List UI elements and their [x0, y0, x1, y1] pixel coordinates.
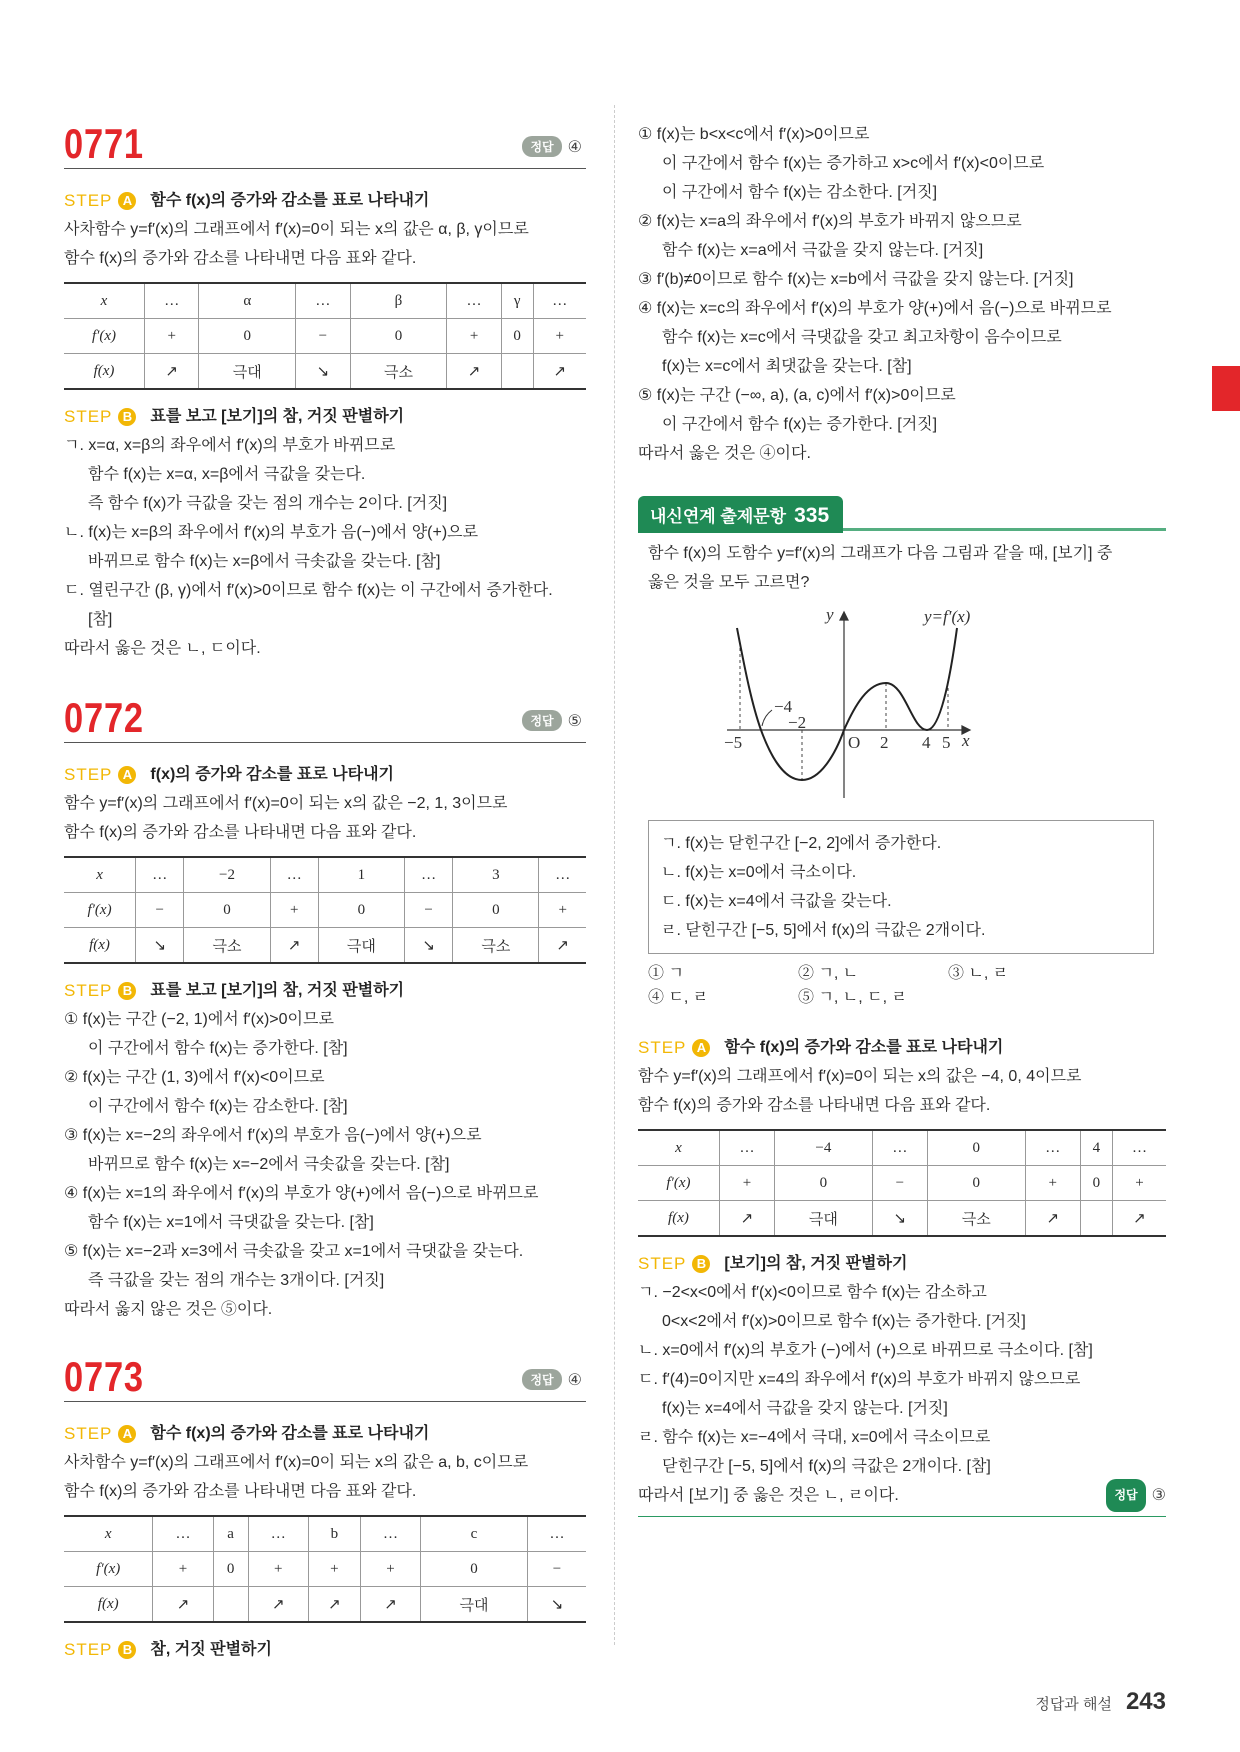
tick-label-2: 2 — [880, 733, 889, 752]
linked-solution — [638, 1002, 1166, 1517]
solution-line: ㄴ. f(x)는 x=β의 좌우에서 f′(x)의 부호가 음(−)에서 양(+)으로 — [64, 524, 479, 541]
bogi-item: ㄹ. 닫힌구간 [−5, 5]에서 f(x)의 극값은 2개이다. — [661, 922, 986, 939]
page-number: 243 — [1125, 1688, 1166, 1715]
table-cell: −4 — [774, 1130, 872, 1166]
table-cell: 극소 — [453, 928, 539, 964]
table-cell: f′(x) — [64, 319, 144, 354]
solution-line: 함수 f(x)는 x=c에서 극댓값을 갖고 최고차항이 음수이므로 — [662, 329, 1062, 346]
table-cell: 극소 — [350, 354, 447, 390]
table-cell: 0 — [199, 319, 296, 354]
table-cell: … — [533, 283, 586, 319]
variation-table — [638, 1129, 1166, 1237]
table-cell: … — [1112, 1130, 1166, 1166]
table-cell: 0 — [318, 893, 404, 928]
table-cell: 0 — [184, 893, 270, 928]
table-cell: α — [199, 283, 296, 319]
table-cell: 0 — [453, 893, 539, 928]
problem-number: 0771 — [64, 120, 144, 167]
step-word: STEP — [64, 407, 113, 426]
solution-line: ㄷ. f′(4)=0이지만 x=4의 좌우에서 f′(x)의 부호가 바뀌지 않으므로 — [638, 1371, 1081, 1388]
x-axis-label: x — [962, 731, 970, 750]
text-line: 사차함수 y=f′(x)의 그래프에서 f′(x)=0이 되는 x의 값은 a, b, c이므로 — [64, 1454, 529, 1471]
page-footer — [1035, 1688, 1166, 1716]
solution-line: ④ f(x)는 x=1의 좌우에서 f′(x)의 부호가 양(+)에서 음(−)으로 바뀌므로 — [64, 1185, 539, 1202]
step-letter-badge: B — [118, 1641, 136, 1659]
solution-line: [참] — [88, 611, 113, 628]
table-cell: + — [308, 1552, 360, 1587]
table-cell: −2 — [184, 857, 270, 893]
text-line: 함수 f(x)의 증가와 감소를 나타내면 다음 표와 같다. — [64, 1483, 417, 1500]
table-cell: 0 — [421, 1552, 528, 1587]
table-cell: ↗ — [248, 1587, 308, 1623]
table-cell: … — [248, 1516, 308, 1552]
table-cell: + — [153, 1552, 213, 1587]
answer-badge — [1106, 1481, 1166, 1510]
table-cell: + — [1025, 1166, 1080, 1201]
text-line: 사차함수 y=f′(x)의 그래프에서 f′(x)=0이 되는 x의 값은 α, β, γ이므로 — [64, 221, 529, 238]
table-cell: ↘ — [872, 1201, 927, 1237]
bogi-item: ㄱ. f(x)는 닫힌구간 [−2, 2]에서 증가한다. — [661, 835, 942, 852]
table-cell: … — [296, 283, 350, 319]
table-cell: … — [136, 857, 184, 893]
solution-line: ㄹ. 함수 f(x)는 x=−4에서 극대, x=0에서 극소이므로 — [638, 1429, 991, 1446]
table-cell: 극대 — [774, 1201, 872, 1237]
solution-line: 이 구간에서 함수 f(x)는 감소한다. [참] — [88, 1098, 348, 1115]
curve-label: y=f′(x) — [924, 607, 971, 626]
solution-line: f(x)는 x=c에서 최댓값을 갖는다. [참] — [662, 358, 912, 375]
solution-line: ① f(x)는 b<x<c에서 f′(x)>0이므로 — [638, 126, 870, 143]
table-cell: 1 — [318, 857, 404, 893]
table-cell: 4 — [1080, 1130, 1112, 1166]
step-word: STEP — [64, 1424, 113, 1443]
bogi-item: ㄷ. f(x)는 x=4에서 극값을 갖는다. — [661, 893, 892, 910]
table-cell: f(x) — [64, 354, 144, 390]
solution-line: 이 구간에서 함수 f(x)는 감소한다. [거짓] — [662, 184, 938, 201]
table-cell: x — [104, 1525, 112, 1542]
y-axis-label: y — [826, 605, 834, 624]
solution-line: 닫힌구간 [−5, 5]에서 f(x)의 극값은 2개이다. [참] — [662, 1458, 991, 1475]
step-word: STEP — [638, 1254, 687, 1273]
tick-label-4: 4 — [922, 733, 931, 752]
table-cell: ↗ — [719, 1201, 774, 1237]
derivative-curve — [737, 628, 957, 780]
leader-line — [762, 710, 772, 726]
answer-choice[interactable]: ④ ㄷ, ㄹ — [648, 989, 709, 1006]
tick-label-minus2: −2 — [788, 713, 807, 732]
conclusion-row — [638, 1481, 1166, 1517]
table-cell: 0 — [774, 1166, 872, 1201]
table-cell: … — [719, 1130, 774, 1166]
table-cell: + — [447, 319, 501, 354]
answer-pill: 정답 — [1106, 1479, 1145, 1512]
solution-line: ① f(x)는 구간 (−2, 1)에서 f′(x)>0이므로 — [64, 1011, 334, 1028]
table-cell: c — [421, 1516, 528, 1552]
bogi-box-wrap — [638, 820, 1166, 1010]
step-letter-badge: B — [118, 408, 136, 426]
solution-line: ⑤ f(x)는 x=−2과 x=3에서 극솟값을 갖고 x=1에서 극댓값을 갖는다. — [64, 1243, 524, 1260]
answer-value: ③ — [1151, 1487, 1166, 1504]
table-cell: ↗ — [447, 354, 501, 390]
step-word: STEP — [64, 981, 113, 1000]
answer-value: ⑤ — [567, 712, 582, 730]
step-title: 함수 f(x)의 증가와 감소를 표로 나타내기 — [724, 1039, 1004, 1056]
table-row — [638, 1166, 1166, 1201]
text-line: 함수 y=f′(x)의 그래프에서 f′(x)=0이 되는 x의 값은 −2, 1, 3이므로 — [64, 795, 508, 812]
step-title: f(x)의 증가와 감소를 표로 나타내기 — [150, 766, 394, 783]
table-cell: … — [270, 857, 318, 893]
table-cell: f′(x) — [638, 1166, 719, 1201]
table-cell: … — [447, 283, 501, 319]
bogi-box — [648, 820, 1154, 954]
table-row — [638, 1201, 1166, 1237]
step-letter-badge: A — [692, 1039, 710, 1057]
table-cell: f(x) — [638, 1201, 719, 1237]
table-cell: f′(x) — [64, 1552, 153, 1587]
table-cell: 0 — [501, 319, 533, 354]
step-heading — [638, 1033, 1166, 1062]
solution-line: ④ f(x)는 x=c의 좌우에서 f′(x)의 부호가 양(+)에서 음(−)으로 바뀌므로 — [638, 300, 1112, 317]
answer-choice[interactable]: ② ㄱ, ㄴ — [798, 965, 859, 982]
table-cell: … — [872, 1130, 927, 1166]
answer-choice[interactable]: ⑤ ㄱ, ㄴ, ㄷ, ㄹ — [798, 989, 907, 1006]
table-cell: ↗ — [144, 354, 198, 390]
table-cell: ↗ — [308, 1587, 360, 1623]
step-title: 함수 f(x)의 증가와 감소를 표로 나타내기 — [150, 1425, 430, 1442]
table-cell: − — [404, 893, 452, 928]
table-cell: 0 — [350, 319, 447, 354]
table-cell: 극소 — [184, 928, 270, 964]
table-cell: − — [136, 893, 184, 928]
table-cell: + — [533, 319, 586, 354]
table-cell: − — [872, 1166, 927, 1201]
conclusion: 따라서 옳은 것은 ④이다. — [638, 445, 811, 462]
table-cell: 3 — [453, 857, 539, 893]
table-cell: β — [350, 283, 447, 319]
table-cell: a — [213, 1516, 248, 1552]
solution-line: 함수 f(x)는 x=1에서 극댓값을 갖는다. [참] — [88, 1214, 374, 1231]
conclusion: 따라서 옳지 않은 것은 ⑤이다. — [64, 1301, 273, 1318]
table-cell: ↘ — [404, 928, 452, 964]
table-cell: 0 — [927, 1130, 1025, 1166]
table-cell: + — [270, 893, 318, 928]
text-line: 함수 y=f′(x)의 그래프에서 f′(x)=0이 되는 x의 값은 −4, 0, 4이므로 — [638, 1068, 1082, 1085]
text-line: 함수 f(x)의 증가와 감소를 나타내면 다음 표와 같다. — [638, 1097, 991, 1114]
table-cell: … — [1025, 1130, 1080, 1166]
table-cell: ↗ — [360, 1587, 420, 1623]
solution-line: 바뀌므로 함수 f(x)는 x=−2에서 극솟값을 갖는다. [참] — [88, 1156, 450, 1173]
answer-pill: 정답 — [522, 136, 561, 157]
table-cell: 극대 — [421, 1587, 528, 1623]
table-cell: f(x) — [64, 1587, 153, 1623]
table-cell: … — [527, 1516, 586, 1552]
tick-label-5: 5 — [942, 733, 951, 752]
table-cell: + — [248, 1552, 308, 1587]
solution-line: ㄴ. x=0에서 f′(x)의 부호가 (−)에서 (+)으로 바뀌므로 극소이다. [참] — [638, 1342, 1093, 1359]
solution-line: ⑤ f(x)는 구간 (−∞, a), (a, c)에서 f′(x)>0이므로 — [638, 387, 956, 404]
text-line: 함수 f(x)의 증가와 감소를 나타내면 다음 표와 같다. — [64, 824, 417, 841]
table-cell: x — [96, 866, 103, 883]
answer-value: ④ — [567, 138, 582, 156]
table-cell: … — [404, 857, 452, 893]
solution-line: ② f(x)는 구간 (1, 3)에서 f′(x)<0이므로 — [64, 1069, 325, 1086]
table-cell: − — [296, 319, 350, 354]
table-cell: 극대 — [199, 354, 296, 390]
solution-line: ② f(x)는 x=a의 좌우에서 f′(x)의 부호가 바뀌지 않으므로 — [638, 213, 1022, 230]
solution-line: 즉 함수 f(x)가 극값을 갖는 점의 개수는 2이다. [거짓] — [88, 495, 448, 512]
table-cell: f′(x) — [64, 893, 136, 928]
table-cell: + — [360, 1552, 420, 1587]
answer-choice[interactable]: ① ㄱ — [648, 965, 684, 982]
step-title: 참, 거짓 판별하기 — [150, 1641, 272, 1658]
table-cell — [1080, 1201, 1112, 1237]
table-cell: x — [100, 292, 108, 309]
answer-choice[interactable]: ③ ㄴ, ㄹ — [948, 965, 1009, 982]
origin-label: O — [848, 733, 861, 752]
solution-line: ③ f′(b)≠0이므로 함수 f(x)는 x=b에서 극값을 갖지 않는다. [거짓] — [638, 271, 1074, 288]
solution-line: 이 구간에서 함수 f(x)는 증가한다. [거짓] — [662, 416, 938, 433]
step-letter-badge: A — [118, 192, 136, 210]
table-cell: + — [1112, 1166, 1166, 1201]
table-row — [638, 1130, 1166, 1166]
table-cell: … — [153, 1516, 213, 1552]
solution-line: 즉 극값을 갖는 점의 개수는 3개이다. [거짓] — [88, 1272, 385, 1289]
solution-line: ㄱ. −2<x<0에서 f′(x)<0이므로 함수 f(x)는 감소하고 — [638, 1284, 987, 1301]
table-cell: ↗ — [1025, 1201, 1080, 1237]
step-letter-badge: A — [118, 1425, 136, 1443]
table-cell: ↘ — [296, 354, 350, 390]
table-cell: ↗ — [153, 1587, 213, 1623]
solution-line: 0<x<2에서 f′(x)>0이므로 함수 f(x)는 증가한다. [거짓] — [662, 1313, 1026, 1330]
solution-line: 이 구간에서 함수 f(x)는 증가한다. [참] — [88, 1040, 348, 1057]
table-cell: γ — [501, 283, 533, 319]
y-axis-arrow-icon — [840, 612, 848, 620]
solution-line: 이 구간에서 함수 f(x)는 증가하고 x>c에서 f′(x)<0이므로 — [662, 155, 1045, 172]
footer-label: 정답과 해설 — [1035, 1696, 1112, 1713]
answer-pill: 정답 — [522, 710, 561, 731]
tick-label-minus4: −4 — [774, 697, 793, 716]
answer-pill: 정답 — [522, 1369, 561, 1390]
step-title: [보기]의 참, 거짓 판별하기 — [724, 1255, 908, 1272]
solution-line: ㄷ. 열린구간 (β, γ)에서 f′(x)>0이므로 함수 f(x)는 이 구간에서 증가한다. — [64, 582, 553, 599]
text-line: 옳은 것을 모두 고르면? — [648, 574, 810, 591]
table-cell: ↗ — [533, 354, 586, 390]
solution-line: 함수 f(x)는 x=α, x=β에서 극값을 갖는다. — [88, 466, 366, 483]
step-word: STEP — [64, 1640, 113, 1659]
step-title: 표를 보고 [보기]의 참, 거짓 판별하기 — [150, 982, 405, 999]
text-line: 함수 f(x)의 증가와 감소를 나타내면 다음 표와 같다. — [64, 250, 417, 267]
solution-line: ③ f(x)는 x=−2의 좌우에서 f′(x)의 부호가 음(−)에서 양(+)으로 — [64, 1127, 482, 1144]
solution-line: f(x)는 x=4에서 극값을 갖지 않는다. [거짓] — [662, 1400, 948, 1417]
table-cell: 0 — [927, 1166, 1025, 1201]
table-cell: + — [144, 319, 198, 354]
problem-number: 0773 — [64, 1353, 144, 1400]
step-letter-badge: B — [692, 1255, 710, 1273]
table-cell: … — [539, 857, 586, 893]
step-letter-badge: A — [118, 766, 136, 784]
table-cell: 0 — [1080, 1166, 1112, 1201]
answer-value: ④ — [567, 1371, 582, 1389]
table-cell: + — [719, 1166, 774, 1201]
linked-number: 335 — [794, 504, 830, 527]
bogi-item: ㄴ. f(x)는 x=0에서 극소이다. — [661, 864, 857, 881]
table-cell: … — [144, 283, 198, 319]
table-cell: ↘ — [136, 928, 184, 964]
table-cell: 극대 — [318, 928, 404, 964]
table-cell: ↘ — [527, 1587, 586, 1623]
conclusion: 따라서 옳은 것은 ㄴ, ㄷ이다. — [64, 640, 261, 657]
table-cell: ↗ — [539, 928, 586, 964]
step-title: 표를 보고 [보기]의 참, 거짓 판별하기 — [150, 408, 405, 425]
table-cell: x — [675, 1139, 682, 1156]
solution-line: 함수 f(x)는 x=a에서 극값을 갖지 않는다. [거짓] — [662, 242, 984, 259]
table-cell: … — [360, 1516, 420, 1552]
table-cell: 0 — [213, 1552, 248, 1587]
table-cell: + — [539, 893, 586, 928]
step-word: STEP — [64, 191, 113, 210]
conclusion: 따라서 [보기] 중 옳은 것은 ㄴ, ㄹ이다. — [638, 1487, 899, 1504]
step-letter-badge: B — [118, 982, 136, 1000]
problem-number: 0772 — [64, 694, 144, 741]
solution-line: 바뀌므로 함수 f(x)는 x=β에서 극솟값을 갖는다. [참] — [88, 553, 441, 570]
table-cell: f(x) — [64, 928, 136, 964]
table-cell: ↗ — [1112, 1201, 1166, 1237]
step-heading — [638, 1249, 1166, 1278]
table-cell: − — [527, 1552, 586, 1587]
step-title: 함수 f(x)의 증가와 감소를 표로 나타내기 — [150, 192, 430, 209]
linked-tag-text: 내신연계 출제문항 — [650, 507, 787, 526]
table-cell: 극소 — [927, 1201, 1025, 1237]
text-line: 함수 f(x)의 도함수 y=f′(x)의 그래프가 다음 그림과 같을 때, [보기] 중 — [648, 545, 1113, 562]
table-cell: b — [308, 1516, 360, 1552]
solution-line: ㄱ. x=α, x=β의 좌우에서 f′(x)의 부호가 바뀌므로 — [64, 437, 396, 454]
tick-label-minus5: −5 — [724, 733, 743, 752]
step-word: STEP — [64, 765, 113, 784]
step-word: STEP — [638, 1038, 687, 1057]
table-cell: ↗ — [270, 928, 318, 964]
